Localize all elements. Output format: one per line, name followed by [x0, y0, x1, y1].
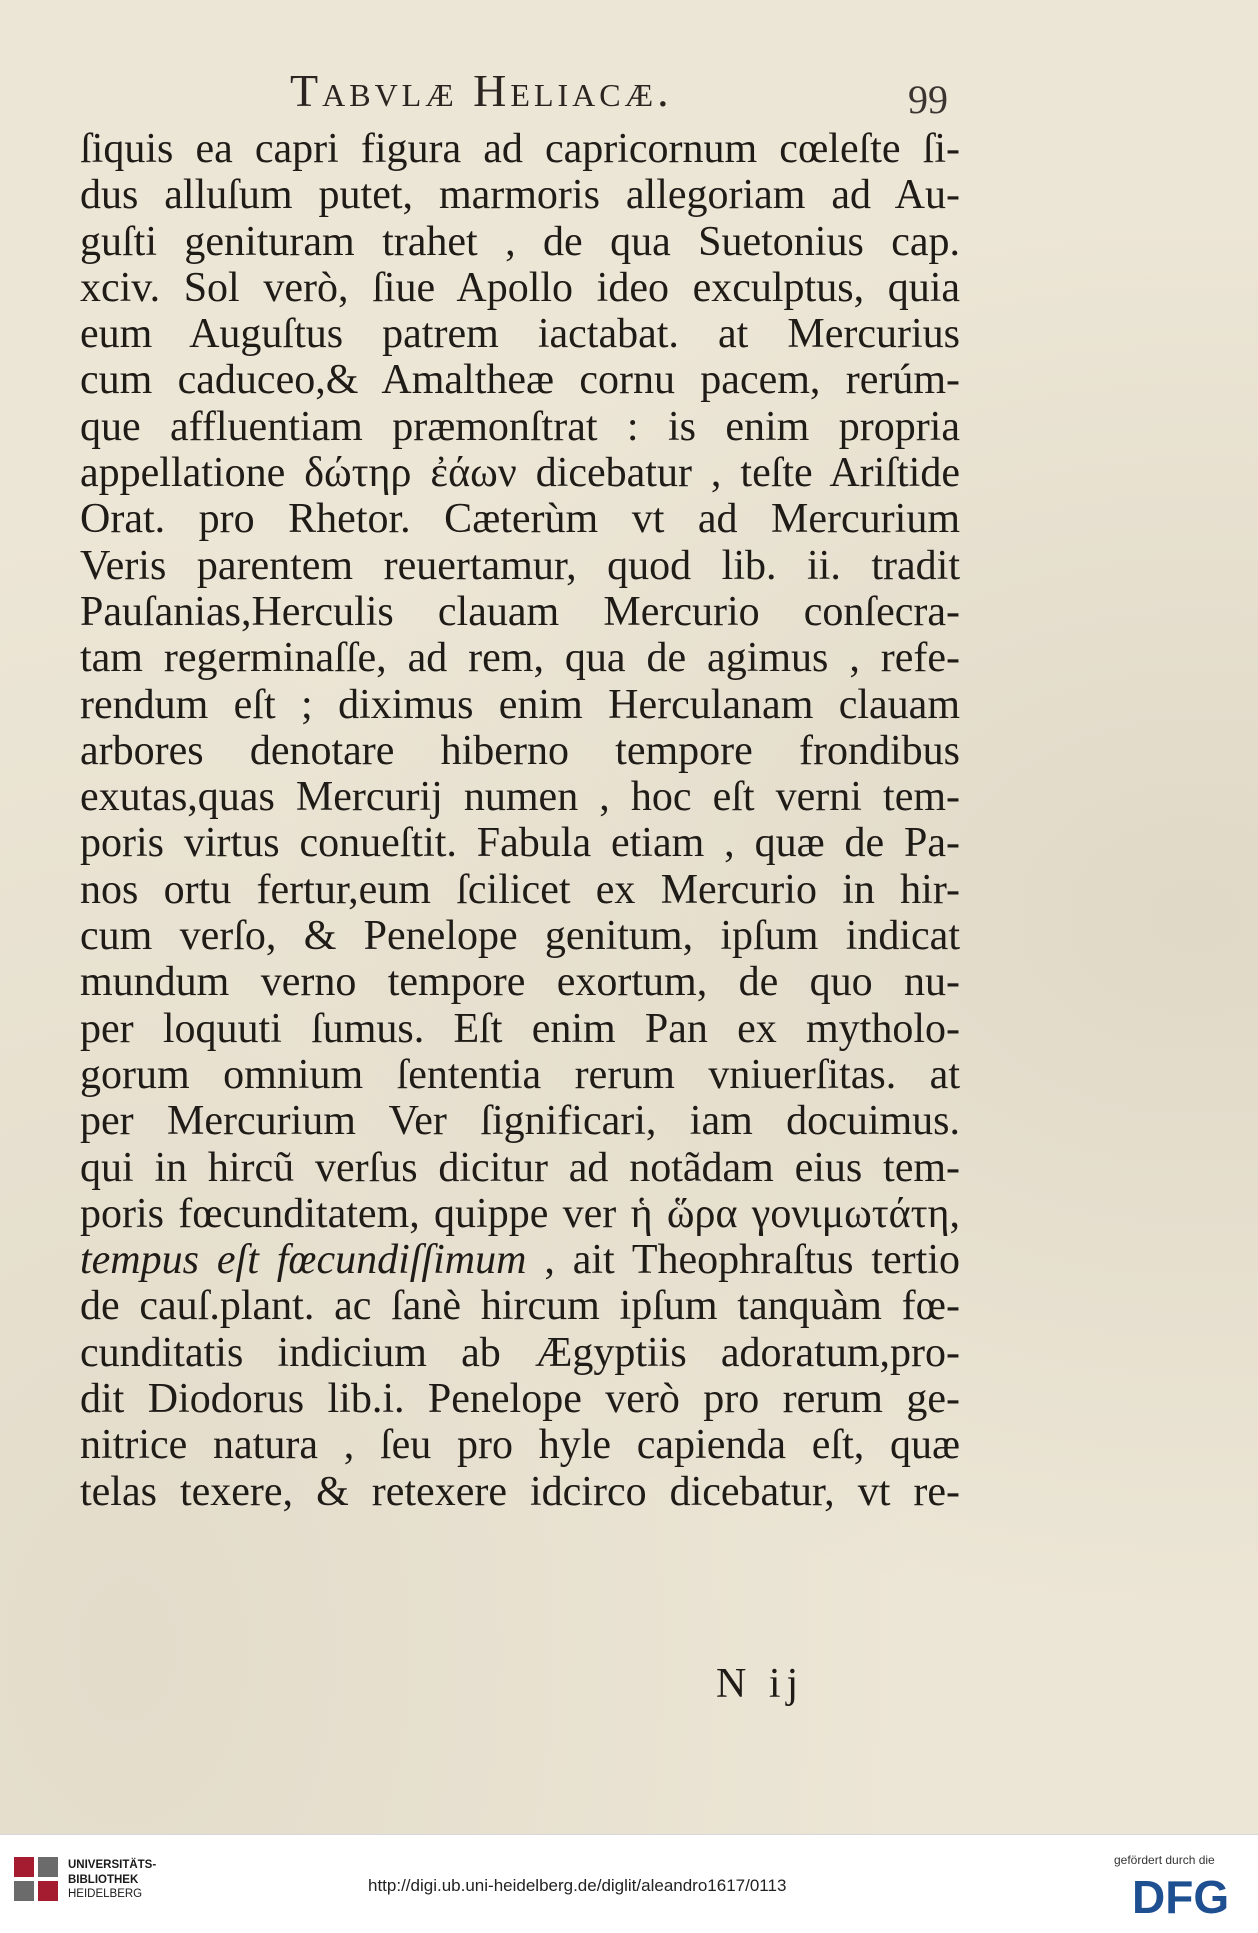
library-name-line: HEIDELBERG — [68, 1888, 143, 1900]
dfg-logo-text: DFG — [1132, 1871, 1230, 1919]
header-word-1: abvlæ — [322, 65, 458, 116]
text-line: Orat. pro Rhetor. Cæterùm vt ad Mercurium — [80, 496, 960, 543]
header-initial-2: H — [473, 65, 511, 116]
signature-mark: N ij — [716, 1661, 805, 1707]
source-url-link[interactable]: http://digi.ub.uni-heidelberg.de/diglit/aleandro1617/0113 — [368, 1876, 787, 1895]
text-line: nos ortu fertur,eum ſcilicet ex Mercurio in hir- — [80, 866, 960, 913]
text-line: que affluentiam præmonſtrat : is enim propria — [80, 403, 960, 450]
text-line: eum Auguſtus patrem iactabat. at Mercurius — [80, 311, 960, 358]
text-line: cum caduceo,& Amaltheæ cornu pacem, rerúm- — [80, 357, 960, 404]
text-line: poris virtus conueſtit. Fabula etiam , quæ de Pa- — [80, 820, 960, 867]
dfg-logo-icon — [1130, 1871, 1240, 1919]
text-line: cunditatis indicium ab Ægyptiis adoratum,pro- — [80, 1329, 960, 1376]
page-number: 99 — [908, 77, 948, 122]
text-line: telas texere, & retexere idcirco dicebatur, vt re- — [80, 1468, 960, 1515]
sponsor-caption: gefördert durch die — [1114, 1853, 1215, 1867]
library-name-line: BIBLIOTHEK — [68, 1873, 139, 1886]
text-line: gorum omnium ſententia rerum vniuerſitas. at — [80, 1051, 960, 1098]
header-initial-1: T — [290, 65, 323, 116]
text-line: tam regerminaſſe, ad rem, qua de agimus , refe- — [80, 635, 960, 682]
text-line: mundum verno tempore exortum, de quo nu- — [80, 959, 960, 1006]
text-line: dit Diodorus lib.i. Penelope verò pro rerum ge- — [80, 1376, 960, 1423]
italic-line-rest: , ait Theophraſtus tertio — [544, 1237, 961, 1284]
text-line: qui in hircũ verſus dicitur ad notãdam eius tem- — [80, 1144, 960, 1191]
text-line: ſiquis ea capri figura ad capricornum cœleſte ſi- — [80, 126, 960, 172]
text-line: xciv. Sol verò, ſiue Apollo ideo exculptus, quia — [80, 264, 960, 311]
text-line: per Mercurium Ver ſignificari, iam docuimus. — [80, 1098, 960, 1145]
text-line: dus alluſum putet, marmoris allegoriam ad Au- — [80, 172, 960, 219]
running-header — [290, 64, 673, 117]
text-line: exutas,quas Mercurij numen , hoc eſt verni tem- — [80, 774, 960, 821]
library-name — [68, 1858, 156, 1902]
text-line: arbores denotare hiberno tempore frondibus — [80, 727, 960, 774]
header-word-2: eliacæ. — [510, 65, 673, 116]
text-line: guſti genituram trahet , de qua Suetonius cap. — [80, 218, 960, 265]
body-text — [80, 126, 960, 1515]
text-line: nitrice natura , ſeu pro hyle capienda eſt, quæ — [80, 1422, 960, 1469]
text-line: Veris parentem reuertamur, quod lib. ii. tradit — [80, 542, 960, 589]
text-line: de cauſ.plant. ac ſanè hircum ipſum tanquàm fœ- — [80, 1283, 960, 1330]
text-line: Pauſanias,Herculis clauam Mercurio conſecra- — [80, 588, 960, 635]
footer-bar — [0, 1834, 1258, 1933]
text-line-italic — [80, 1237, 960, 1283]
text-line: cum verſo, & Penelope genitum, ipſum indicat — [80, 913, 960, 960]
library-name-line: UNIVERSITÄTS- — [68, 1859, 157, 1871]
text-line: rendum eſt ; diximus enim Herculanam clauam — [80, 681, 960, 728]
text-line: poris fœcunditatem, quippe ver ἡ ὥρα γονιμωτάτη, — [80, 1190, 960, 1237]
library-logo-icon — [14, 1857, 58, 1901]
text-line: appellatione δώτηρ ἐάων dicebatur , teſte Ariſtide — [80, 450, 960, 497]
text-line: per loquuti ſumus. Eſt enim Pan ex mytholo- — [80, 1005, 960, 1052]
italic-phrase: tempus eſt fœcundiſſimum — [80, 1237, 527, 1284]
